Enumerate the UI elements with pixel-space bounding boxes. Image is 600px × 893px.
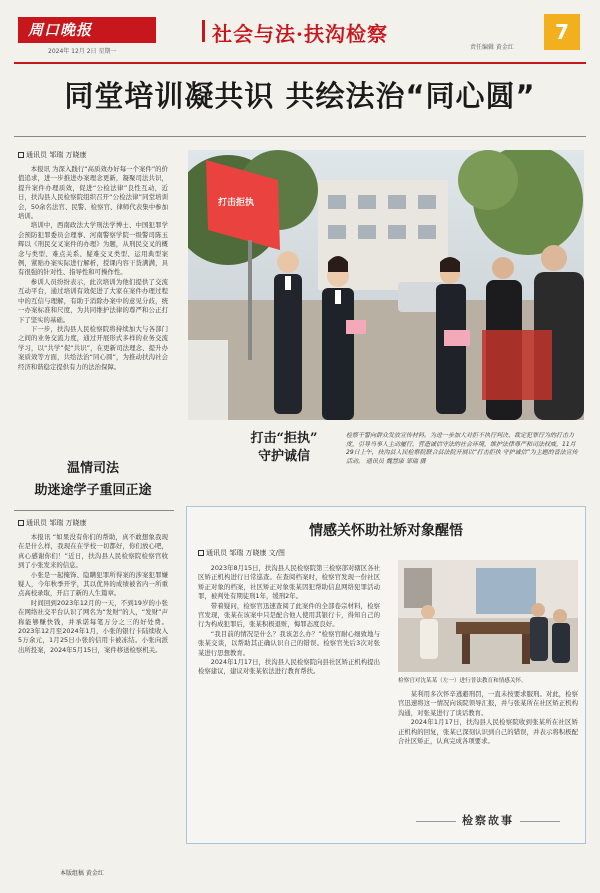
headline-rule (14, 136, 586, 137)
column-tag: 检察故事 (398, 812, 578, 828)
editor-line: 责任编辑 黄金红 (470, 44, 514, 51)
photo-caption-title-line1: 打击“拒执” (250, 431, 318, 446)
masthead (0, 0, 600, 60)
byline-text: 通讯员 邹瑞 万晓康 (26, 519, 87, 527)
main-headline: 同堂培训凝共识 共绘法治“同心圆” (64, 79, 536, 113)
article-3-paragraph: 某利用多次怀辛逃避刑罚，一直未按要求服刑。对此，检察官迅速将这一情况向该院领导汇报，并与张某所在社区矫正机构沟通，对张某进行了谈话教育。 (398, 690, 578, 717)
interview-photo (398, 560, 578, 672)
article-3-paragraph: 2024年1月17日，扶沟县人民检察院收到张某所在社区矫正机构的回复，张某已深刻认识到自己的错误，并表示将积极配合社区矫正，认真完成各项要求。 (398, 718, 578, 746)
article-2-byline (18, 518, 168, 528)
byline-text: 通讯员 邹瑞 万晓康 (26, 151, 87, 159)
article-3-paragraph: 2024年1月17日，扶沟县人民检察院向县社区矫正机构提出检察建议，建议对张某依法进行教育帮扶。 (198, 658, 380, 676)
sidebar-title-line2: 助迷途学子重回正途 (34, 483, 152, 498)
event-photo (188, 150, 584, 420)
square-icon (198, 550, 204, 556)
article-1-paragraph: 下一步，扶沟县人民检察院将持续加大与各部门之间的业务交流力度，通过开展形式多样的业务交流学习，以“共学”促“共识”，在更新司法理念、提升办案质效等方面，共绘法治“同心圆”，为推动扶沟社会经济和谐稳定提供有力的法治保障。 (18, 324, 168, 371)
article-3-byline (198, 548, 380, 558)
article-1-paragraph: 培训中，西南政法大学刑法学博士、中国犯罪学会预防犯罪委员会理事、河南警察学院一级警司陈玉辉以《刑民交叉案件的办理》为题，从刑民交叉的概念与类型、难点关系、疑难交叉类型、运用典型案例，紧贴办案实际进行解析，授课内容干货满满，具有很强的针对性、指导性和可操作性。 (18, 221, 168, 277)
square-icon (18, 152, 24, 158)
section-title (212, 18, 388, 47)
section-divider (202, 20, 205, 42)
article-3-paragraph: “我目前的情况是什么？我该怎么办？”检察官耐心细致地与张某交谈，以帮助其正确认识自己的错误。检察官先后3次对张某进行思想教育。 (198, 629, 380, 657)
sidebar-rule (14, 510, 174, 511)
event-photo-illustration (188, 150, 584, 420)
photo-caption-text: 检察干警向群众发放宣传材料。为进一步加大对拒不执行判决、裁定犯罪行为的打击力度，引导当事人主动履行，营造诚信守法的社会环境，维护法律尊严和司法权威，11月29日上午，扶沟县人民检察院联合县法院开展以“打击拒执 守护诚信”为主题的普法宣传活动。 通讯员 魏慧康 邹瑞 摄 (346, 432, 578, 465)
photo-caption-title (224, 430, 344, 466)
square-icon (18, 520, 24, 526)
story-title: 情感关怀助社矫对象醒悟 (309, 523, 463, 539)
article-1 (18, 150, 168, 372)
top-rule (14, 62, 586, 64)
article-2-paragraph: 时间回到2023年12月的一天，不到19岁的小张在网络社交平台认识了网名为“发财”的人，“发财”声称能够赚快钱，并承诺每笔万分之三的好处费。2023年12月至2024年1月，小张的银行卡陆续收入5万余元，1月25日小张的信用卡被冻结。小张向派出所投案，2024年5月15日，案件移送检察机关。 (18, 598, 168, 654)
sidebar-title-line1: 温情司法 (66, 461, 119, 476)
interview-photo-caption: 检察官对沈某某（左一）进行普法教育和情感关怀。 (398, 678, 527, 684)
article-1-byline (18, 150, 168, 160)
article-2-paragraph: 小张是一起掩饰、隐瞒犯罪所得案的涉案犯罪嫌疑人，今年秋季开学，其以优异的成绩被省内一所重点高校录取，开启了新的人生篇章。 (18, 570, 168, 598)
article-2-paragraph: 本报讯 “如果没有你们的帮助，真不敢想象我现在是什么样，我现在在学校一切都好，你们放心吧，真心感谢你们！”近日，扶沟县人民检察院检察官收到了小张发来的信息。 (18, 533, 168, 570)
article-3 (198, 548, 380, 677)
byline-text: 通讯员 邹瑞 万晓康 文/图 (206, 549, 286, 557)
page-number: 7 (544, 14, 580, 50)
article-1-paragraph: 参训人员纷纷表示，此次培训为他们提供了交流互动平台，通过培训有效促进了大家在案件办理过程中的互信与理解，有助于消除办案中的意见分歧，统一办案标准和尺度，为共同维护法律的尊严和公正打下了坚实的基础。 (18, 277, 168, 324)
article-1-paragraph: 本报讯 为深入践行“高质效办好每一个案件”的价值追求，进一步推进办案理念更新，凝聚司法共识，提升案件办理质效，促进“公检法律”良性互动，近日，扶沟县人民检察院组织召开“公检法律”同堂培训会，50余名法官、民警、检察官、律师代表集中参加培训。 (18, 165, 168, 221)
sidebar-title (18, 458, 168, 502)
footer-editor: 本版组稿 黄金红 (60, 870, 104, 877)
date-line: 2024年 12月 2日 星期一 (48, 48, 117, 55)
article-3-paragraph: 2023年8月15日，扶沟县人民检察院第三检察部对辖区各社区矫正机构进行日常巡查。在查阅档案时，检察官发现一份社区矫正对象的档案，社区矫正对象张某因犯帮助信息网络犯罪活动罪，被判处有期徒刑1年，缓刑2年。 (198, 564, 380, 601)
section-title-text: 社会与法·扶沟检察 (212, 22, 388, 46)
banner-text: 打击拒执 (218, 198, 255, 208)
person-1 (274, 251, 302, 414)
article-3-paragraph: 带着疑问，检察官迅速查阅了此案件的全部卷宗材料，检察官发现，张某在该案中只是配合他人使用其银行卡，得知自己的行为构成犯罪后，张某积极退赃，悔罪态度良好。 (198, 601, 380, 629)
article-2 (18, 518, 168, 655)
photo-caption-title-line2: 守护诚信 (257, 449, 310, 464)
article-3-continued (398, 690, 578, 746)
interview-photo-illustration (398, 560, 578, 672)
newspaper-logo: 周口晚报 (18, 17, 156, 43)
